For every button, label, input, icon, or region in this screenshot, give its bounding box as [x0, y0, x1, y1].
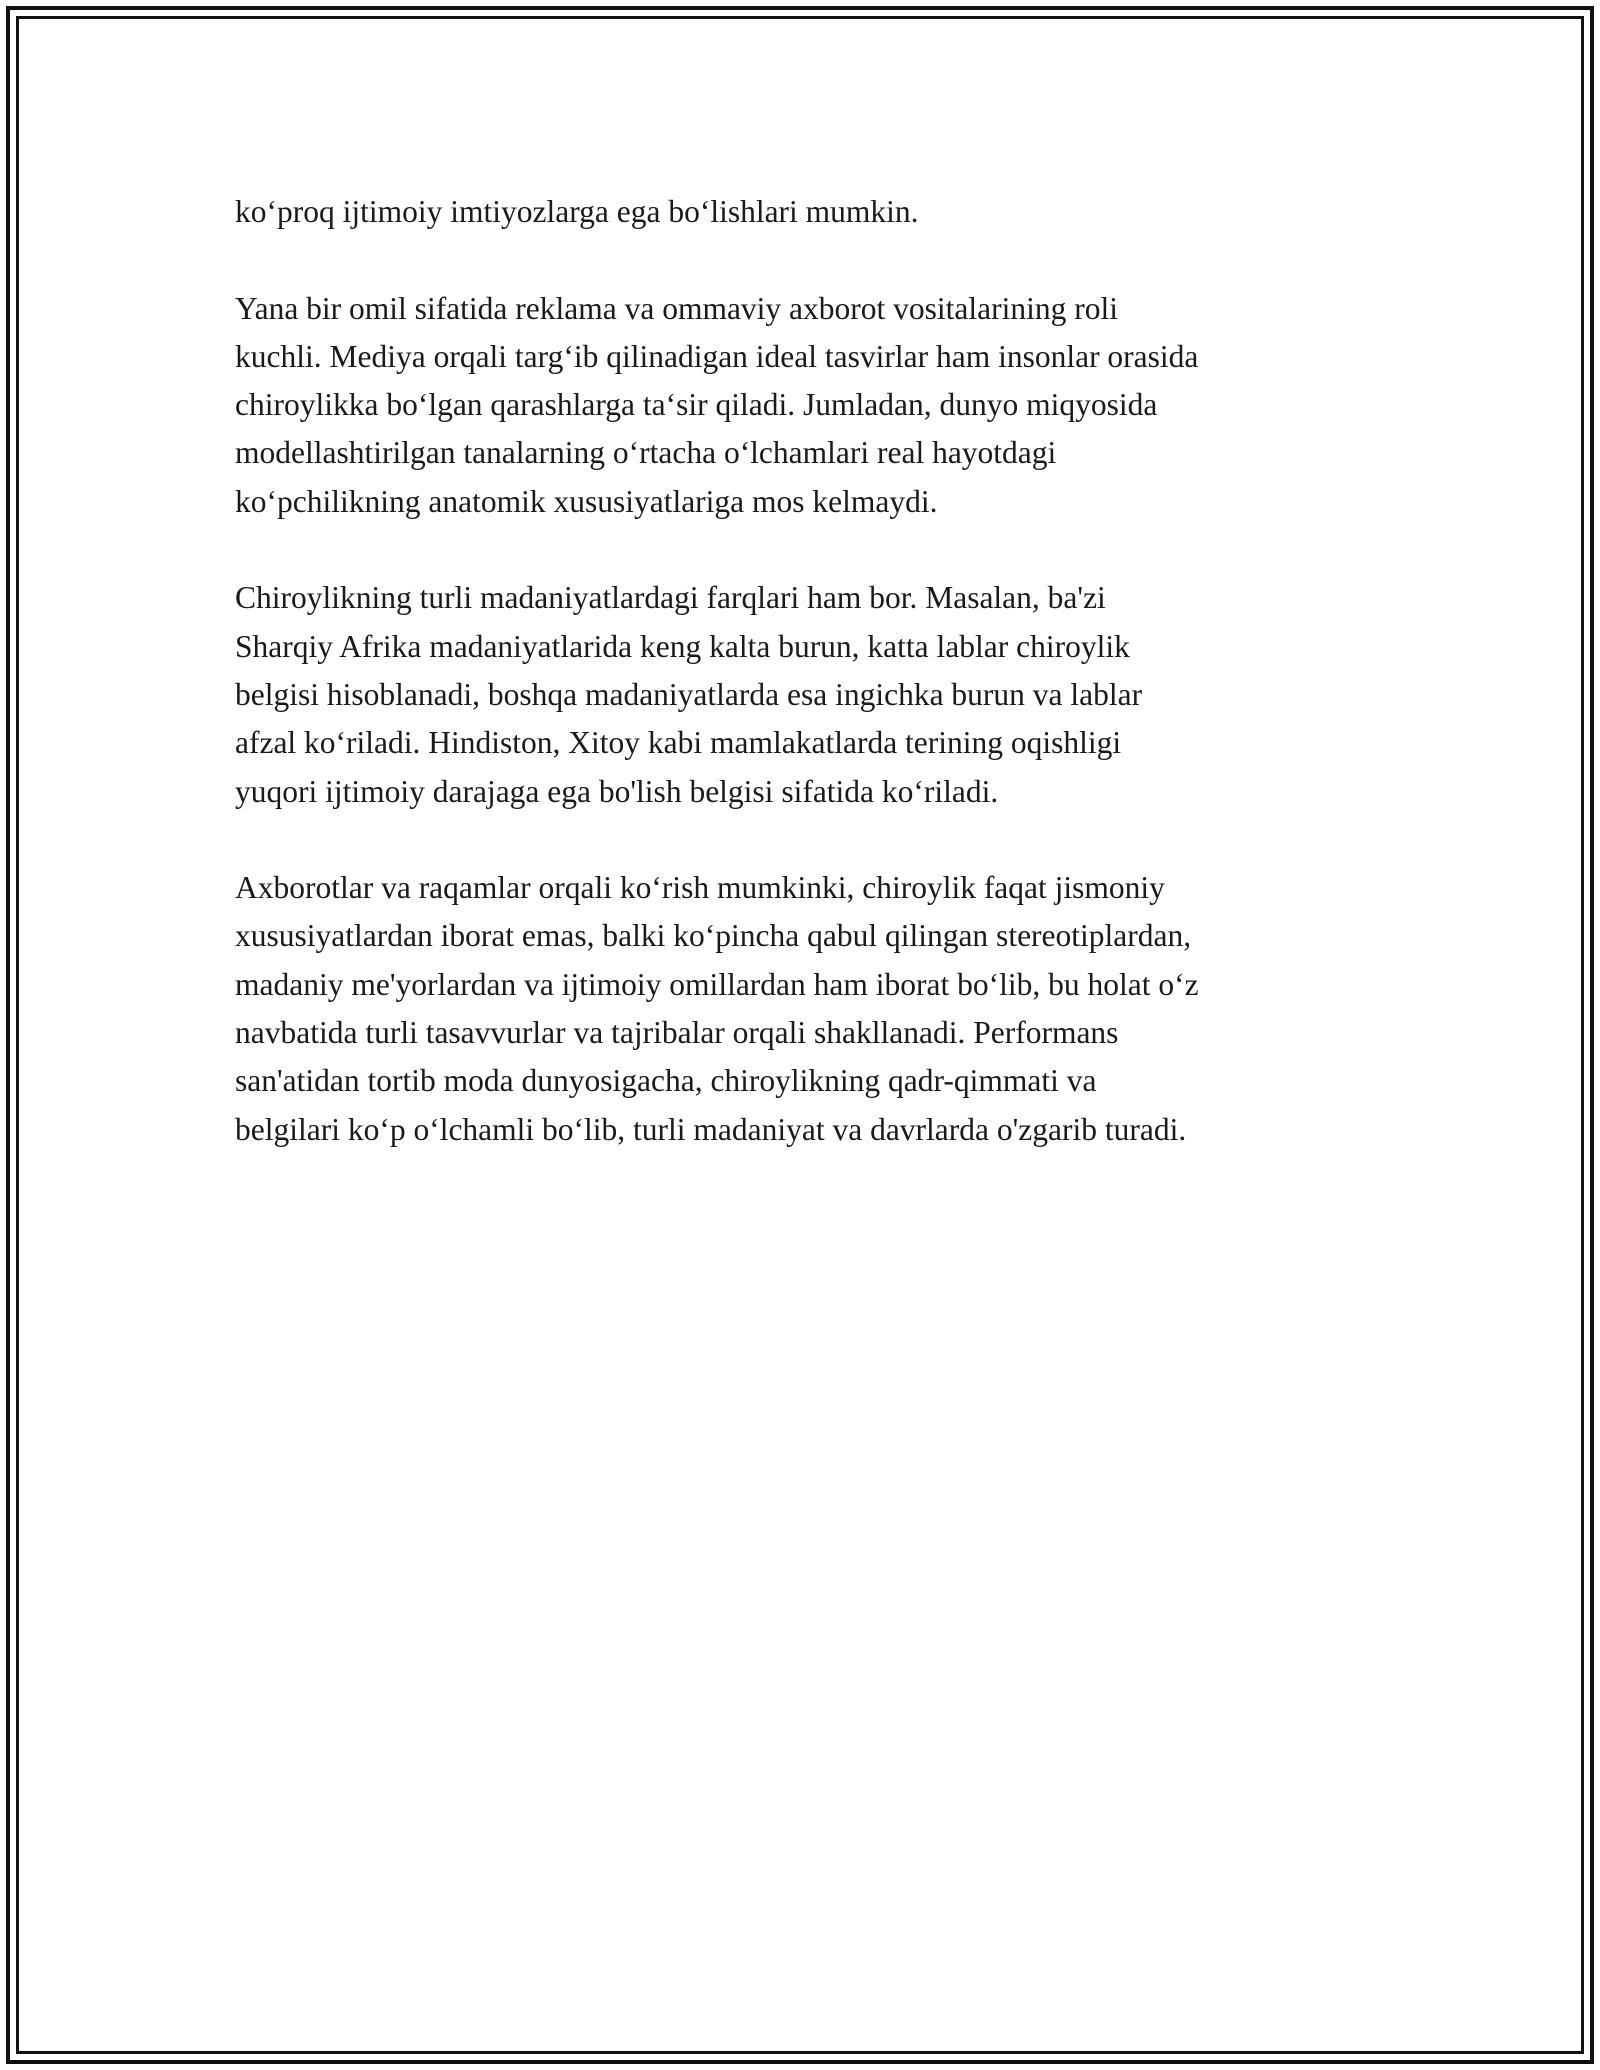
paragraph-1: [235, 188, 1380, 236]
text-line: yuqori ijtimoiy darajaga ega bo'lish belgisi sifatida ko‘riladi.: [235, 773, 999, 809]
text-line: xususiyatlardan iborat emas, balki ko‘pincha qabul qilingan stereotiplardan,: [235, 918, 1192, 954]
text-line: kuchli. Mediya orqali targ‘ib qilinadigan ideal tasvirlar ham insonlar orasida: [235, 338, 1199, 374]
text-line: belgisi hisoblanadi, boshqa madaniyatlarda esa ingichka burun va lablar: [235, 676, 1143, 712]
paragraph-4: [235, 864, 1380, 1154]
paragraph-2: [235, 285, 1380, 526]
text-line: Chiroylikning turli madaniyatlardagi farqlari ham bor. Masalan, ba'zi: [235, 580, 1106, 616]
text-line: Yana bir omil sifatida reklama va ommaviy axborot vositalarining roli: [235, 290, 1118, 326]
text-line: chiroylikka bo‘lgan qarashlarga ta‘sir qiladi. Jumladan, dunyo miqyosida: [235, 387, 1158, 423]
document-body: [235, 188, 1380, 1202]
text-line: belgilari ko‘p o‘lchamli bo‘lib, turli madaniyat va davrlarda o'zgarib turadi.: [235, 1111, 1187, 1147]
text-line: afzal ko‘riladi. Hindiston, Xitoy kabi mamlakatlarda terining oqishligi: [235, 725, 1122, 761]
text-line: madaniy me'yorlardan va ijtimoiy omillardan ham iborat bo‘lib, bu holat o‘z: [235, 966, 1199, 1002]
text-line: ko‘proq ijtimoiy imtiyozlarga ega bo‘lishlari mumkin.: [235, 194, 919, 229]
text-line: Sharqiy Afrika madaniyatlarida keng kalta burun, katta lablar chiroylik: [235, 628, 1130, 664]
text-line: Axborotlar va raqamlar orqali ko‘rish mumkinki, chiroylik faqat jismoniy: [235, 870, 1165, 906]
text-line: ko‘pchilikning anatomik xususiyatlariga mos kelmaydi.: [235, 483, 938, 519]
text-line: modellashtirilgan tanalarning o‘rtacha o‘lchamlari real hayotdagi: [235, 435, 1057, 471]
text-line: navbatida turli tasavvurlar va tajribalar orqali shakllanadi. Performans: [235, 1015, 1119, 1051]
text-line: san'atidan tortib moda dunyosigacha, chiroylikning qadr-qimmati va: [235, 1063, 1097, 1099]
paragraph-3: [235, 574, 1380, 815]
